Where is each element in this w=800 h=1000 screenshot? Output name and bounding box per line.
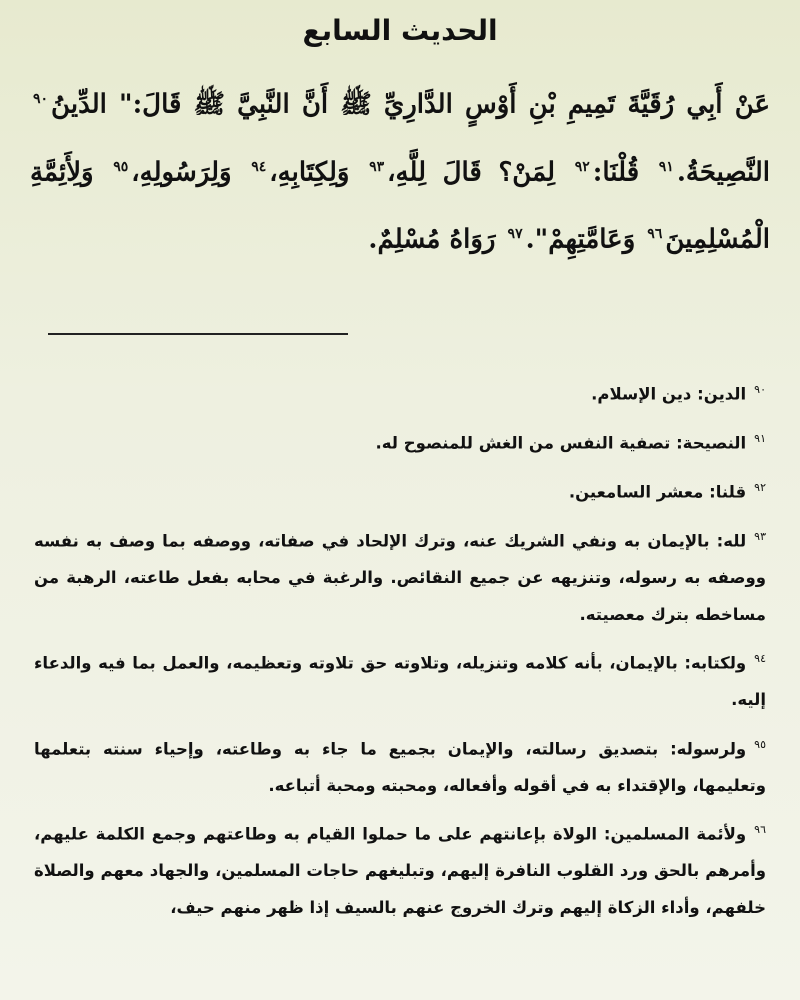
footnote-separator: [48, 333, 348, 335]
footnote-marker[interactable]: ٩٢: [574, 158, 590, 175]
hadith-segment: وَلِرَسُولِهِ،: [131, 157, 249, 188]
footnote-number: ٩٦: [754, 823, 766, 836]
hadith-segment: قُلْنَا:: [592, 157, 656, 188]
footnote-text: قلنا: معشر السامعين.: [568, 482, 747, 502]
footnote-number: ٩٥: [754, 737, 766, 751]
footnote-item: [34, 519, 766, 633]
footnotes: [34, 372, 766, 934]
hadith-segment: لِمَنْ؟ قَالَ لِلَّهِ،: [387, 157, 572, 188]
footnote-item: [34, 470, 766, 511]
footnote-marker[interactable]: ٩٣: [369, 158, 385, 175]
hadith-text: [30, 68, 770, 271]
footnote-marker[interactable]: ٩٤: [251, 158, 267, 175]
footnote-marker[interactable]: ٩٧: [507, 226, 523, 243]
footnote-marker[interactable]: ٩٦: [647, 226, 663, 243]
hadith-segment: وَعَامَّتِهِمْ".: [525, 224, 645, 255]
hadith-segment: وَلِأَئِمَّةِ الْمُسْلِمِينَ: [30, 157, 770, 255]
footnote-item: [34, 421, 766, 462]
footnote-number: ٩٤: [754, 652, 766, 665]
footnote-text: النصيحة: تصفية النفس من الغش للمنصوح له.: [375, 433, 747, 453]
chapter-title: الحديث السابع: [302, 14, 498, 47]
hadith-segment: رَوَاهُ مُسْلِمٌ.: [368, 224, 505, 255]
footnote-text: ولرسوله: بتصديق رسالته، والإيمان بجميع ما جاء به وطاعته، وإحياء سنته بتعلمها وتعليمها، والإقتداء به في أقوله وأفعاله، ومحبته ومحبة أتباعه.: [34, 739, 766, 795]
footnote-text: ولأئمة المسلمين: الولاة بإعانتهم على ما حملوا القيام به وطاعتهم وجمع الكلمة عليهم، وأمرهم بالحق ورد القلوب النافرة إليهم، وتبليغهم حاجات المسلمين، والجهاد معهم والصلاة خلفهم، وأداء الزكاة إليهم وترك الخروج عنهم بالسيف إذا ظهر منهم حيف،: [34, 824, 766, 917]
footnote-number: ٩٢: [754, 481, 766, 494]
hadith-segment: وَلِكِتَابِهِ،: [269, 157, 367, 188]
footnote-text: لله: بالإيمان به ونفي الشريك عنه، وترك الإلحاد في صفاته، ووصفه بما وصف به نفسه ووصفه به رسوله، وتنزيهه عن جميع النقائص. والرغبة في محابه بفعل طاعته، الرهبة من مساخطه بترك معصيته.: [34, 531, 766, 624]
footnote-text: ولكتابه: بالإيمان، بأنه كلامه وتنزيله، وتلاوته حق تلاوته وتعظيمه، والعمل بما فيه والدعاء إليه.: [34, 653, 766, 709]
footnote-number: ٩٠: [754, 383, 766, 396]
footnote-marker[interactable]: ٩١: [658, 158, 674, 175]
footnote-number: ٩١: [754, 432, 766, 445]
footnote-number: ٩٣: [754, 530, 766, 543]
footnote-text: الدين: دين الإسلام.: [591, 384, 747, 404]
footnote-item: [34, 727, 766, 805]
hadith-segment: عَنْ أَبِي رُقَيَّةَ تَمِيمِ بْنِ أَوْسٍ الدَّارِيِّ ﷺ أَنَّ النَّبِيَّ ﷺ قَالَ:" الدِّينُ: [51, 89, 770, 120]
footnote-marker[interactable]: ٩٠: [33, 91, 49, 107]
hadith-segment: النَّصِيحَةُ.: [676, 157, 770, 188]
footnote-item: [34, 372, 766, 413]
footnote-item: [34, 641, 766, 719]
footnote-marker[interactable]: ٩٥: [113, 158, 129, 175]
footnote-item: [34, 812, 766, 926]
